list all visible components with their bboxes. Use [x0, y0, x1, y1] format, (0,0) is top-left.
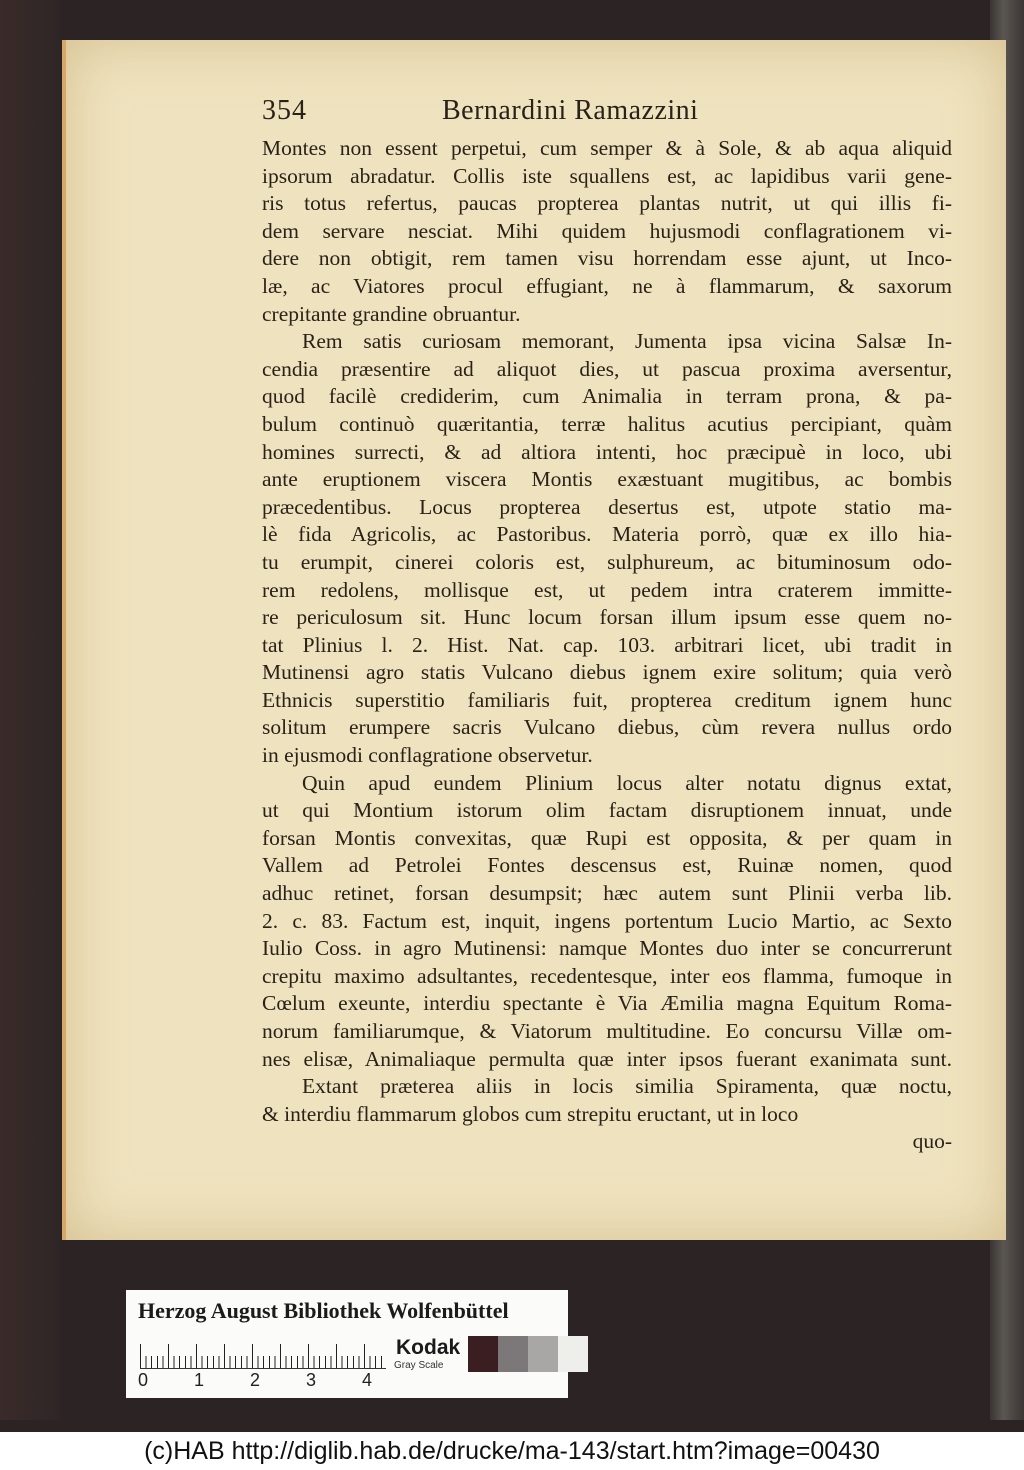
body-text — [262, 135, 952, 1128]
text-line: & interdiu flammarum globos cum strepitu eructant, ut in loco — [262, 1101, 799, 1126]
page-number: 354 — [262, 95, 307, 126]
gray-scale-chart — [468, 1336, 588, 1372]
text-line: ris totus refertus, paucas propterea plantas nutrit, ut qui illis fi- — [262, 191, 952, 216]
text-line: crepitu maximo adsultantes, recedentesque, inter eos flamma, fumoque in — [262, 963, 952, 988]
ruler-labels — [138, 1370, 398, 1392]
text-line: norum familiarumque, & Viatorum multitudine. Eo concursu Villæ om- — [262, 1019, 952, 1043]
text-line: bulum continuò quæritantia, terræ halitus acutius percipiant, quàm — [262, 411, 952, 436]
ruler-label: 1 — [194, 1370, 205, 1390]
text-line: Montes non essent perpetui, cum semper & à Sole, & ab aqua aliquid — [262, 136, 952, 160]
text-line: in ejusmodi conflagratione observetur. — [262, 743, 593, 768]
text-line: Vallem ad Petrolei Fontes descensus est, Ruinæ nomen, quod — [262, 853, 952, 878]
page-header — [262, 95, 952, 135]
text-line: crepitante grandine obruantur. — [262, 301, 521, 326]
footer-strip — [0, 1432, 1024, 1470]
running-title: Bernardini Ramazzini — [442, 95, 699, 126]
gray-swatch — [468, 1336, 498, 1372]
catchword: quo- — [912, 1129, 952, 1154]
gray-swatch — [558, 1336, 588, 1372]
kodak-logo: Kodak — [396, 1336, 461, 1359]
ruler-label: 4 — [362, 1370, 373, 1390]
text-line: Rem satis curiosam memorant, Jumenta ipsa vicina Salsæ In- — [302, 329, 952, 354]
text-line: dem servare nesciat. Mihi quidem hujusmodi conflagrationem vi- — [262, 218, 952, 243]
text-line: solitum erumpere sacris Vulcano diebus, cùm revera nullus ordo — [262, 715, 952, 740]
text-line: præcedentibus. Locus propterea desertus est, utpote statio ma- — [262, 494, 952, 519]
text-line: Ethnicis superstitio familiaris fuit, propterea creditum ignem hunc — [262, 687, 952, 712]
text-line: quod facilè crediderim, cum Animalia in terram prona, & pa- — [262, 384, 952, 409]
book-page — [62, 40, 1006, 1240]
text-line: nes elisæ, Animaliaque permulta quæ inter ipsos fuerant exanimata sunt. — [262, 1046, 952, 1071]
text-line: Quin apud eundem Plinium locus alter notatu dignus extat, — [302, 770, 952, 795]
text-line: læ, ac Viatores procul effugiant, ne à flammarum, & saxorum — [262, 273, 952, 298]
page-content — [262, 95, 952, 1156]
text-line: re periculosum sit. Hunc locum forsan illum ipsum esse quem no- — [262, 605, 952, 630]
text-line: cendia præsentire ad aliquot dies, ut pascua proxima aversentur, — [262, 356, 952, 381]
text-line: forsan Montis convexitas, quæ Rupi est opposita, & per quam in — [262, 825, 952, 850]
text-line: ante eruptionem viscera Montis exæstuant mugitibus, ac bombis — [262, 467, 952, 492]
text-line: ipsorum abradatur. Collis iste squallens est, ac lapidibus varii gene- — [262, 163, 952, 188]
library-card — [126, 1290, 568, 1398]
ruler-label: 2 — [250, 1370, 261, 1390]
ruler — [140, 1338, 386, 1369]
text-line: lè fida Agricolis, ac Pastoribus. Materia porrò, quæ ex illo hia- — [262, 522, 952, 547]
footer-url: (c)HAB http://diglib.hab.de/drucke/ma-143/start.htm?image=00430 — [144, 1436, 880, 1465]
gray-scale-label: Gray Scale — [394, 1360, 444, 1371]
text-line: Cœlum exeunte, interdiu spectante è Via Æmilia magna Equitum Roma- — [262, 991, 952, 1016]
background-left — [0, 0, 60, 1420]
text-line: Extant præterea aliis in locis similia Spiramenta, quæ noctu, — [302, 1074, 952, 1099]
ruler-label: 3 — [306, 1370, 317, 1390]
text-line: tat Plinius l. 2. Hist. Nat. cap. 103. arbitrari licet, ubi tradit in — [262, 632, 952, 657]
library-name: Herzog August Bibliothek Wolfenbüttel — [138, 1298, 509, 1323]
text-line: dere non obtigit, rem tamen visu horrendam esse ajunt, ut Inco- — [262, 246, 952, 271]
text-line: adhuc retinet, forsan desumpsit; hæc autem sunt Plinii verba lib. — [262, 881, 952, 906]
text-line: Iulio Coss. in agro Mutinensi: namque Montes duo inter se concurrerunt — [262, 936, 952, 961]
gray-swatch — [498, 1336, 528, 1372]
ruler-label: 0 — [138, 1370, 149, 1390]
text-line: Mutinensi agro statis Vulcano diebus ignem exire solitum; quia verò — [262, 660, 952, 685]
gray-swatch — [528, 1336, 558, 1372]
text-line: rem redolens, mollisque est, ut pedem intra craterem immitte- — [262, 577, 952, 602]
text-line: 2. c. 83. Factum est, inquit, ingens portentum Lucio Martio, ac Sexto — [262, 908, 952, 933]
text-line: tu erumpit, cinerei coloris est, sulphureum, ac bituminosum odo- — [262, 549, 952, 574]
text-line: ut qui Montium istorum olim factam disruptionem innuat, unde — [262, 798, 952, 823]
text-line: homines surrecti, & ad altiora intenti, hoc præcipuè in loco, ubi — [262, 439, 952, 464]
